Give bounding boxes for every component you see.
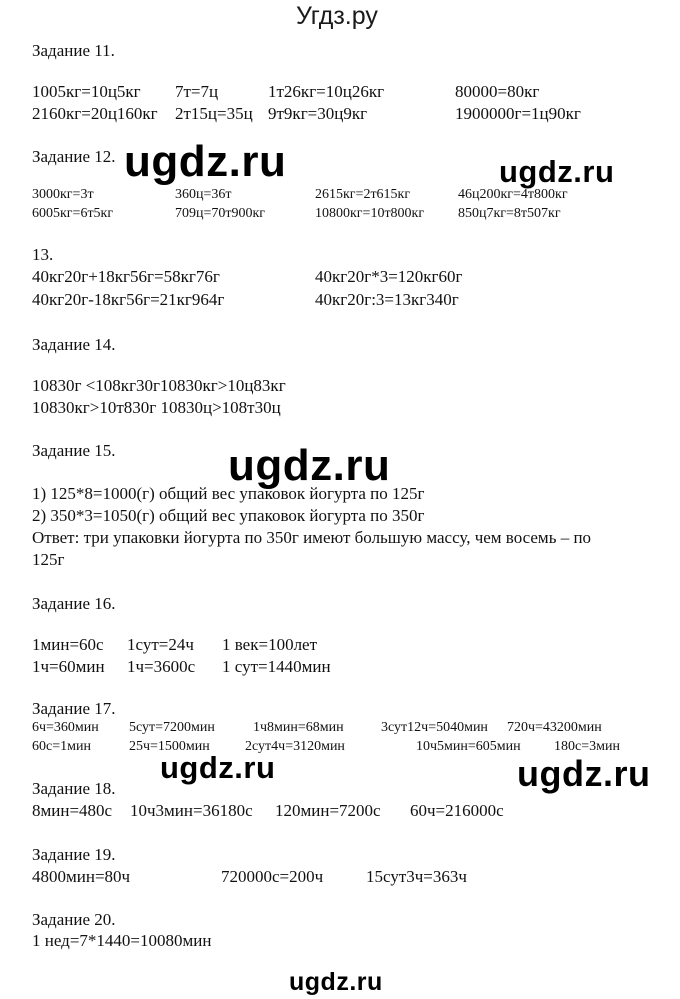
footer-watermark: ugdz.ru xyxy=(289,968,383,996)
task-11-cell: 2т15ц=35ц xyxy=(175,104,253,123)
task-16-cell: 1мин=60с xyxy=(32,635,104,654)
task-16-cell: 1ч=3600с xyxy=(127,657,196,676)
task-11-cell: 1005кг=10ц5кг xyxy=(32,82,141,101)
task-16-cell: 1 век=100лет xyxy=(222,635,318,654)
task-13-cell: 40кг20г+18кг56г=58кг76г xyxy=(32,267,220,286)
task-14-line: 10830кг>10т830г 10830ц>108т30ц xyxy=(32,398,281,417)
task-18-cell: 120мин=7200с xyxy=(275,801,381,820)
task-17-cell: 25ч=1500мин xyxy=(129,739,210,754)
task-14-line: 10830г <108кг30г10830кг>10ц83кг xyxy=(32,376,286,395)
task-11-cell: 80000=80кг xyxy=(455,82,540,101)
task-18-title: Задание 18. xyxy=(32,779,116,798)
task-11-cell: 9т9кг=30ц9кг xyxy=(268,104,368,123)
task-13-cell: 40кг20г:3=13кг340г xyxy=(315,290,459,309)
task-15-line: 2) 350*3=1050(г) общий вес упаковок йогурта по 350г xyxy=(32,506,425,525)
task-11-cell: 1т26кг=10ц26кг xyxy=(268,82,385,101)
task-16-cell: 1сут=24ч xyxy=(127,635,194,654)
task-19-title: Задание 19. xyxy=(32,845,116,864)
watermark: ugdz.ru xyxy=(160,750,276,785)
task-12-cell: 709ц=70т900кг xyxy=(175,206,266,221)
watermark: ugdz.ru xyxy=(124,137,287,186)
task-11-cell: 7т=7ц xyxy=(175,82,219,101)
task-12-cell: 6005кг=6т5кг xyxy=(32,206,114,221)
task-12-cell: 360ц=36т xyxy=(175,187,232,202)
task-15-line: Ответ: три упаковки йогурта по 350г имеют большую массу, чем восемь – по xyxy=(32,528,592,547)
task-12-cell: 46ц200кг=4т800кг xyxy=(458,187,568,202)
task-14-title: Задание 14. xyxy=(32,335,116,354)
task-13-title: 13. xyxy=(32,245,54,264)
task-17-cell: 720ч=43200мин xyxy=(507,720,602,735)
task-15-line: 1) 125*8=1000(г) общий вес упаковок йогурта по 125г xyxy=(32,484,425,503)
task-16-cell: 1ч=60мин xyxy=(32,657,105,676)
task-17-cell: 1ч8мин=68мин xyxy=(253,720,344,735)
task-18-cell: 10ч3мин=36180с xyxy=(130,801,253,820)
task-17-cell: 180с=3мин xyxy=(554,739,620,754)
task-11-cell: 2160кг=20ц160кг xyxy=(32,104,158,123)
task-11-title: Задание 11. xyxy=(32,41,115,60)
task-16-cell: 1 сут=1440мин xyxy=(222,657,331,676)
task-17-cell: 3сут12ч=5040мин xyxy=(381,720,488,735)
task-12-cell: 3000кг=3т xyxy=(32,187,94,202)
task-13-cell: 40кг20г*3=120кг60г xyxy=(315,267,463,286)
task-11-cell: 1900000г=1ц90кг xyxy=(455,104,581,123)
task-19-cell: 15сут3ч=363ч xyxy=(366,867,467,886)
task-18-cell: 60ч=216000с xyxy=(410,801,504,820)
task-12-title: Задание 12. xyxy=(32,147,116,166)
task-20-line: 1 нед=7*1440=10080мин xyxy=(32,931,212,950)
task-12-cell: 850ц7кг=8т507кг xyxy=(458,206,561,221)
task-19-cell: 4800мин=80ч xyxy=(32,867,131,886)
watermark: ugdz.ru xyxy=(499,154,615,189)
task-17-cell: 6ч=360мин xyxy=(32,720,99,735)
task-17-cell: 10ч5мин=605мин xyxy=(416,739,521,754)
task-17-cell: 5сут=7200мин xyxy=(129,720,215,735)
task-17-cell: 60с=1мин xyxy=(32,739,91,754)
task-16-title: Задание 16. xyxy=(32,594,116,613)
task-12-cell: 2615кг=2т615кг xyxy=(315,187,411,202)
task-15-title: Задание 15. xyxy=(32,441,116,460)
task-12-cell: 10800кг=10т800кг xyxy=(315,206,425,221)
task-18-cell: 8мин=480с xyxy=(32,801,113,820)
task-13-cell: 40кг20г-18кг56г=21кг964г xyxy=(32,290,225,309)
task-17-cell: 2сут4ч=3120мин xyxy=(245,739,345,754)
site-title: Угдз.ру xyxy=(296,2,378,30)
task-20-title: Задание 20. xyxy=(32,910,116,929)
watermark: ugdz.ru xyxy=(228,441,391,490)
task-17-title: Задание 17. xyxy=(32,699,116,718)
task-15-line: 125г xyxy=(32,550,65,569)
task-19-cell: 720000с=200ч xyxy=(221,867,324,886)
watermark: ugdz.ru xyxy=(517,753,651,794)
